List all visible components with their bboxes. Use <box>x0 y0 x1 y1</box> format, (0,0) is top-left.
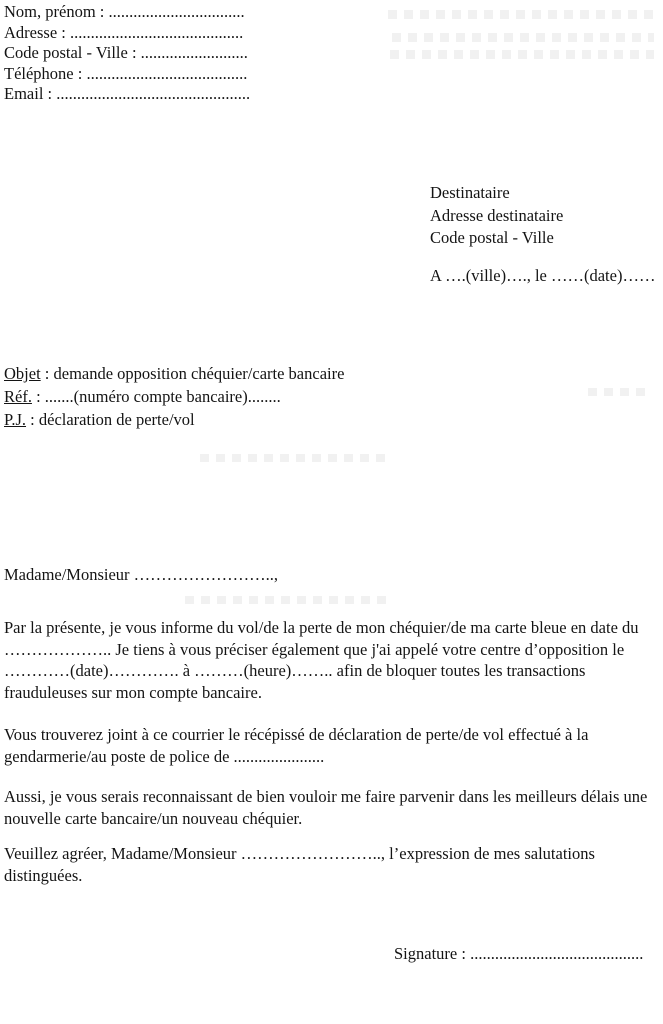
enclosure-label: P.J. <box>4 409 27 429</box>
watermark-row <box>185 596 390 604</box>
recipient-block <box>430 182 563 250</box>
body-paragraph: Par la présente, je vous informe du vol/de la perte de mon chéquier/de ma carte bleue en date du ……………….. Je tiens à vous préciser également que j'ai appelé votre centre d’opposition le …………(date)…………. à ………(heure)…….. afin de bloquer toutes les transactions frauduleuses sur mon compte bancaire. <box>4 618 639 702</box>
reference-text: : .......(numéro compte bancaire)........ <box>31 386 281 406</box>
enclosure-text: : déclaration de perte/vol <box>26 409 195 429</box>
body-paragraph: Aussi, je vous serais reconnaissant de bien vouloir me faire parvenir dans les meilleurs délais une nouvelle carte bancaire/un nouveau chéquier. <box>4 787 648 828</box>
signature-line: Signature : .......................................... <box>394 944 644 963</box>
subject-block <box>4 363 344 431</box>
sender-address-line: Adresse : .......................................... <box>4 22 244 42</box>
salutation: Madame/Monsieur …………………….., <box>4 565 279 584</box>
recipient-address-line: Adresse destinataire <box>430 205 564 225</box>
body-paragraph: Vous trouverez joint à ce courrier le récépissé de déclaration de perte/de vol effectué à la gendarmerie/au poste de police de ...................... <box>4 725 589 766</box>
watermark-row <box>200 454 390 462</box>
sender-name-line: Nom, prénom : ................................. <box>4 2 245 21</box>
recipient-postal-line: Code postal - Ville <box>430 228 554 248</box>
sender-block <box>4 2 250 105</box>
sender-email-line: Email : ............................................... <box>4 84 251 104</box>
recipient-name-line: Destinataire <box>430 183 510 202</box>
sender-phone-line: Téléphone : ....................................... <box>4 63 248 83</box>
enclosure-line <box>4 409 344 432</box>
watermark-row <box>392 33 654 42</box>
subject-line <box>4 363 344 386</box>
subject-label: Objet <box>4 364 41 383</box>
closing-paragraph: Veuillez agréer, Madame/Monsieur …………………….., l’expression de mes salutations distinguées. <box>4 844 595 885</box>
date-place-line: A ….(ville)…., le ……(date)…… <box>430 266 656 285</box>
sender-postal-line: Code postal - Ville : .......................... <box>4 43 248 63</box>
watermark-row <box>390 50 654 59</box>
watermark-row <box>588 388 650 396</box>
subject-text: : demande opposition chéquier/carte bancaire <box>40 364 345 383</box>
reference-line <box>4 386 344 409</box>
reference-label: Réf. <box>4 386 32 406</box>
watermark-row <box>388 10 654 19</box>
